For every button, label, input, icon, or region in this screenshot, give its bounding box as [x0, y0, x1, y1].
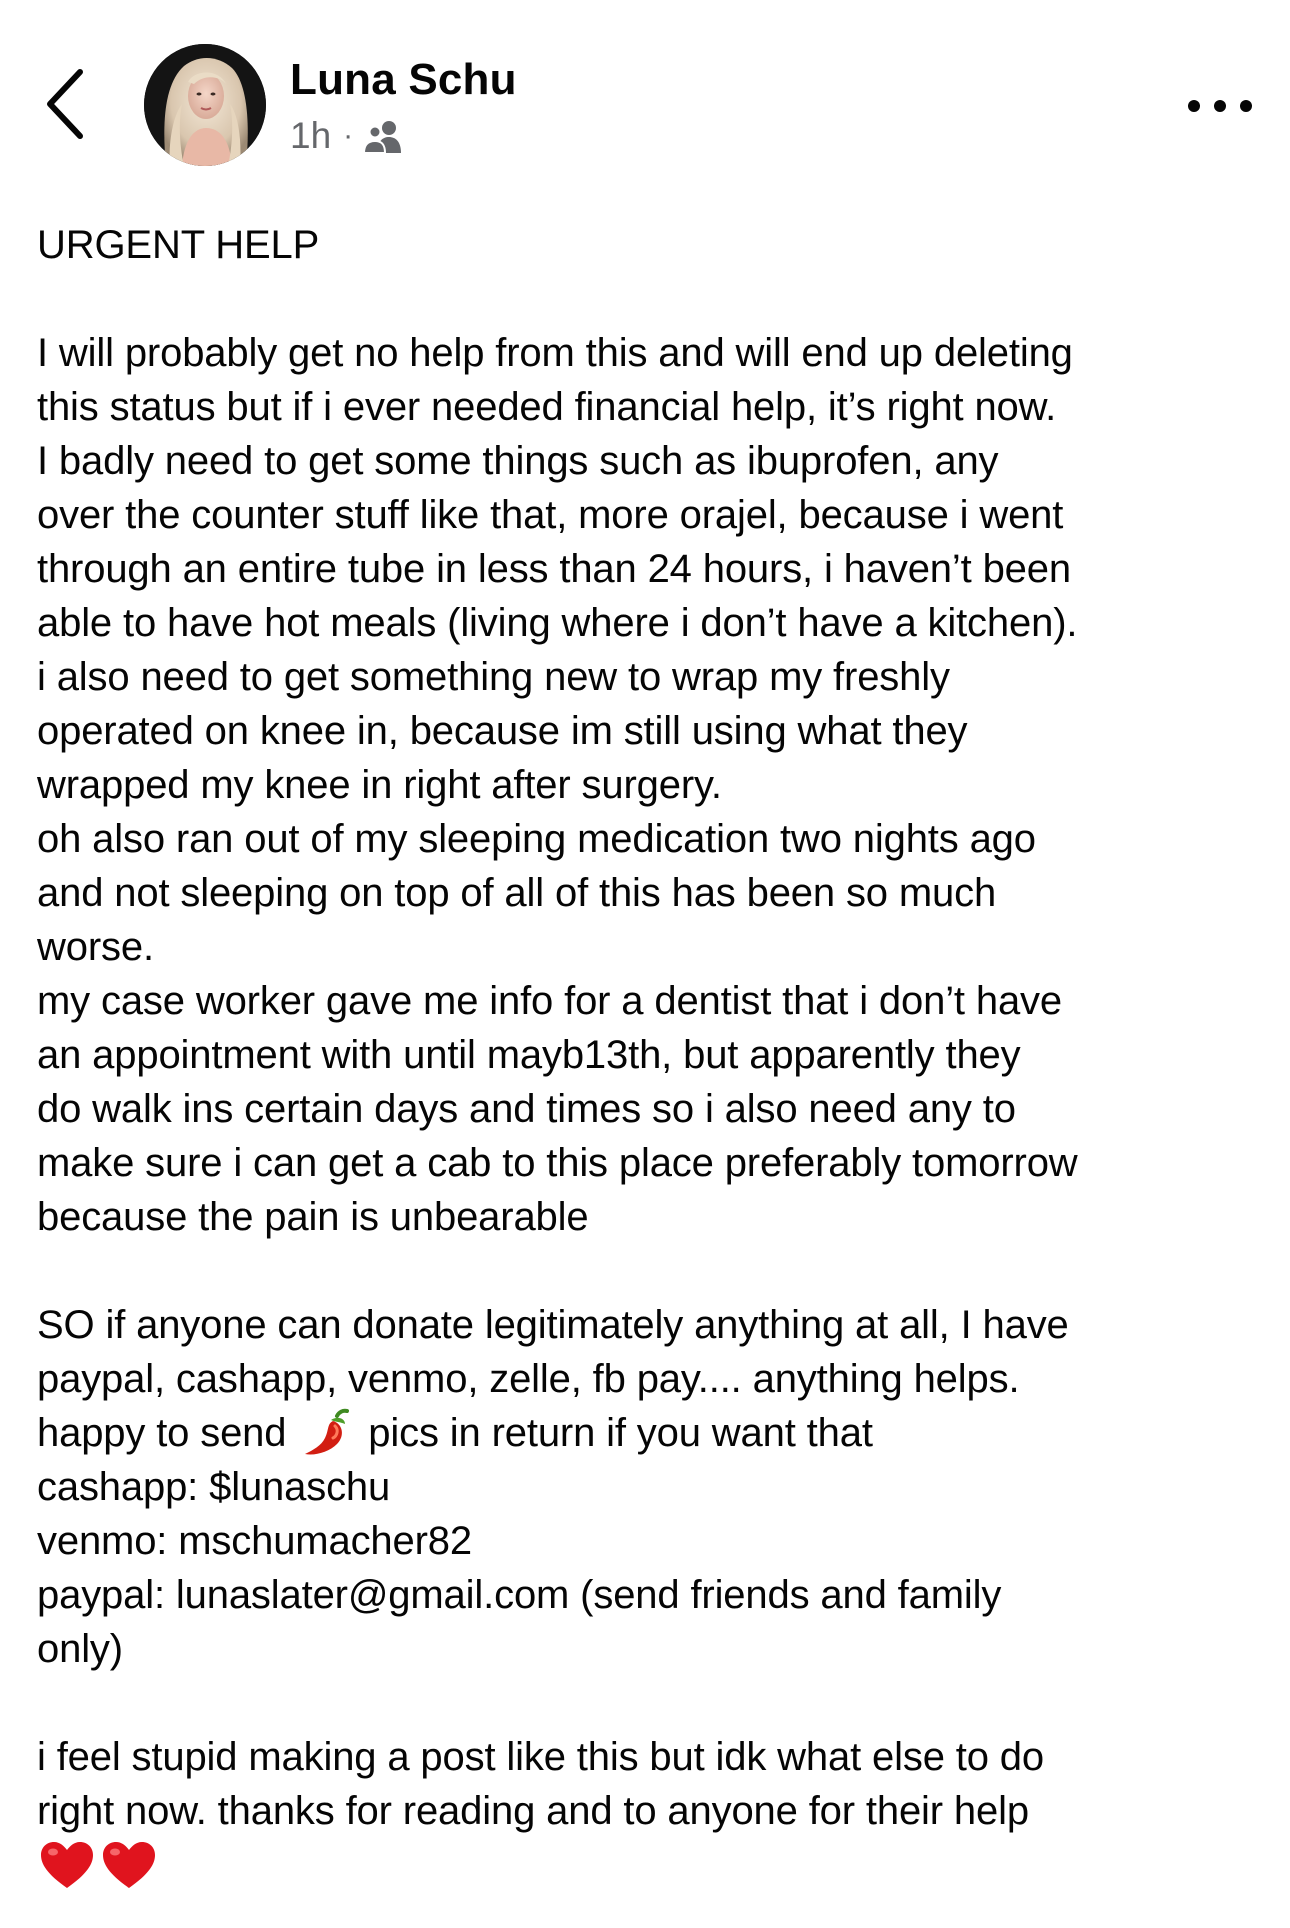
- post-line: over the counter stuff like that, more orajel, because i went: [37, 493, 1064, 537]
- post-line: an appointment with until mayb13th, but apparently they: [37, 1033, 1021, 1077]
- post-text: pics in return if you want that: [357, 1411, 873, 1455]
- post-title: URGENT HELP: [37, 223, 320, 267]
- post-line: i also need to get something new to wrap my freshly: [37, 655, 950, 699]
- paragraph-gap: [37, 1676, 1262, 1730]
- paragraph-gap: [37, 272, 1262, 326]
- post-timestamp[interactable]: 1h: [290, 115, 332, 156]
- post-line: venmo: mschumacher82: [37, 1519, 472, 1563]
- red-heart-emoji: [99, 1838, 159, 1892]
- post-line: oh also ran out of my sleeping medication two nights ago: [37, 817, 1036, 861]
- ellipsis-horizontal-icon: [1180, 86, 1260, 126]
- post-line: my case worker gave me info for a dentist that i don’t have: [37, 979, 1062, 1023]
- author-name[interactable]: Luna Schu: [290, 55, 517, 104]
- post-line: worse.: [37, 925, 154, 969]
- post-line: through an entire tube in less than 24 hours, i haven’t been: [37, 547, 1071, 591]
- heart-emoji-row: [37, 1838, 1262, 1892]
- hot-pepper-emoji: [297, 1406, 357, 1460]
- post-line: I badly need to get some things such as ibuprofen, any: [37, 439, 999, 483]
- post-line: and not sleeping on top of all of this has been so much: [37, 871, 997, 915]
- post-line: this status but if i ever needed financial help, it’s right now.: [37, 385, 1057, 429]
- post-line: operated on knee in, because im still using what they: [37, 709, 968, 753]
- post-text: happy to send: [37, 1411, 298, 1455]
- post-line: because the pain is unbearable: [37, 1195, 589, 1239]
- post-line: right now. thanks for reading and to anyone for their help: [37, 1789, 1029, 1833]
- meta-separator: ·: [343, 119, 354, 152]
- friends-icon[interactable]: [363, 119, 403, 153]
- chevron-left-icon: [38, 62, 102, 146]
- more-options-button[interactable]: [1180, 86, 1260, 126]
- red-heart-emoji: [37, 1838, 97, 1892]
- post-line: I will probably get no help from this and will end up deleting: [37, 331, 1073, 375]
- post-line: able to have hot meals (living where i don’t have a kitchen).: [37, 601, 1078, 645]
- paragraph-gap: [37, 1244, 1262, 1298]
- post-header: [0, 0, 1290, 190]
- post-line: SO if anyone can donate legitimately anything at all, I have: [37, 1303, 1069, 1347]
- post-line: make sure i can get a cab to this place preferably tomorrow: [37, 1141, 1078, 1185]
- post-line: i feel stupid making a post like this but idk what else to do: [37, 1735, 1044, 1779]
- post-line: do walk ins certain days and times so i also need any to: [37, 1087, 1016, 1131]
- avatar-image: [144, 44, 266, 166]
- post-body: [37, 218, 1262, 1892]
- avatar[interactable]: [144, 44, 266, 166]
- post-line: paypal, cashapp, venmo, zelle, fb pay.... anything helps.: [37, 1357, 1020, 1401]
- post-line: cashapp: $lunaschu: [37, 1465, 391, 1509]
- post-meta: [290, 112, 403, 160]
- post-line: paypal: lunaslater@gmail.com (send friends and family: [37, 1573, 1002, 1617]
- back-button[interactable]: [38, 62, 102, 146]
- post-line: wrapped my knee in right after surgery.: [37, 763, 722, 807]
- post-line: only): [37, 1627, 123, 1671]
- post-line-with-emoji: [37, 1406, 1262, 1460]
